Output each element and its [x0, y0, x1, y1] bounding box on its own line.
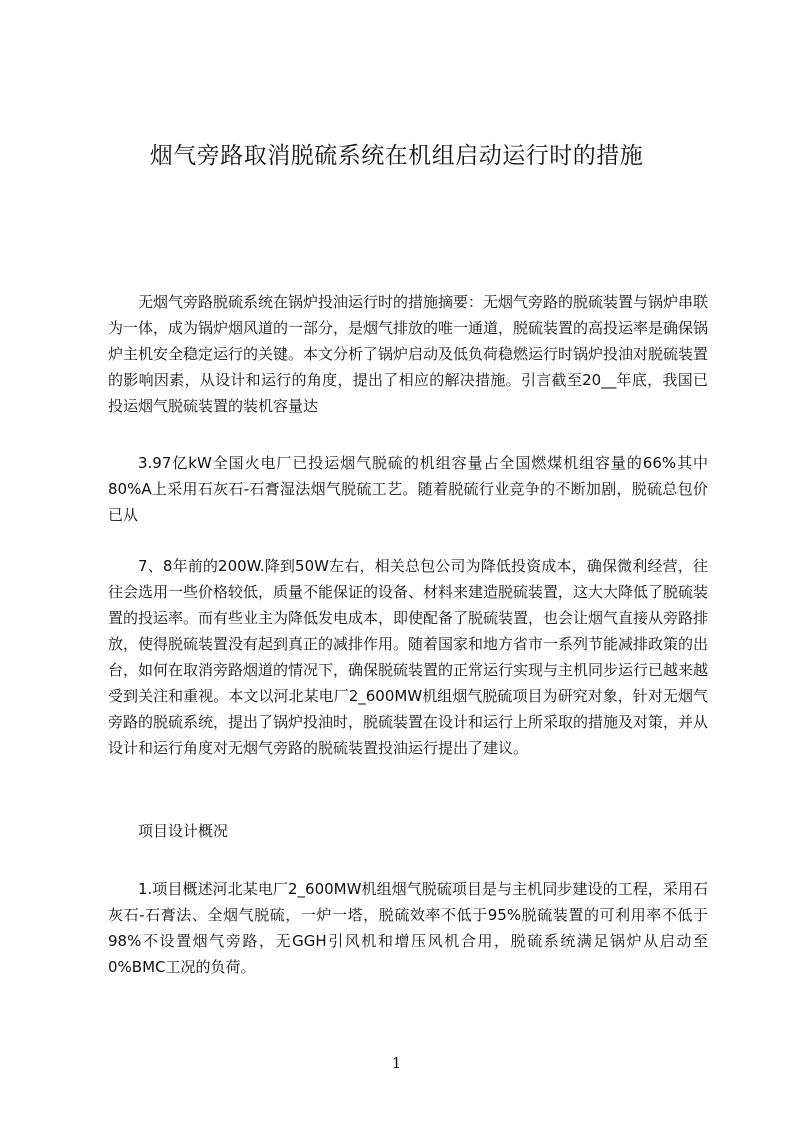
paragraph-capacity: 3.97亿kW全国火电厂已投运烟气脱硫的机组容量占全国燃煤机组容量的66%其中80%A上采用石灰石-石膏湿法烟气脱硫工艺。随着脱硫行业竞争的不断加剧，脱硫总包价已从 [108, 454, 708, 524]
paragraph-abstract: 无烟气旁路脱硫系统在锅炉投油运行时的措施摘要：无烟气旁路的脱硫装置与锅炉串联为一体，成为锅炉烟风道的一部分，是烟气排放的唯一通道，脱硫装置的高投运率是确保锅炉主机安全稳定运行的关键。本文分析了锅炉启动及低负荷稳燃运行时锅炉投油对脱硫装置的影响因素，从设计和运行的角度，提出了相应的解决措施。引言截至20__年底，我国已投运烟气脱硫装置的装机容量达 [108, 293, 709, 415]
paragraph-background: 7、8年前的200W.降到50W左右，相关总包公司为降低投资成本，确保微利经营，往往会选用一些价格较低，质量不能保证的设备、材料来建造脱硫装置，这大大降低了脱硫装置的投运率。而有些业主为降低发电成本，即使配备了脱硫装置，也会让烟气直接从旁路排放，使得脱硫装置没有起到真正的减排作用。随着国家和地方省市一系列节能减排政策的出台，如何在取消旁路烟道的情况下，确保脱硫装置的正常运行实现与主机同步运行已越来越受到关注和重视。本文以河北某电厂2_600MW机组烟气脱硫项目为研究对象，针对无烟气旁路的脱硫系统，提出了锅炉投油时，脱硫装置在设计和运行上所采取的措施及对策，并从设计和运行角度对无烟气旁路的脱硫装置投油运行提出了建议。 [108, 557, 709, 757]
paragraph-project-overview: 1.项目概述河北某电厂2_600MW机组烟气脱硫项目是与主机同步建设的工程，采用石灰石-石膏法、全烟气脱硫，一炉一塔，脱硫效率不低于95%脱硫装置的可利用率不低于98%不设置烟气旁路，无GGH引风机和增压风机合用，脱硫系统满足锅炉从启动至0%BMC工况的负荷。 [108, 880, 708, 976]
page-number: 1 [391, 1054, 402, 1072]
section-heading: 项目设计概况 [138, 822, 229, 840]
document-title: 烟气旁路取消脱硫系统在机组启动运行时的措施 [149, 143, 644, 169]
